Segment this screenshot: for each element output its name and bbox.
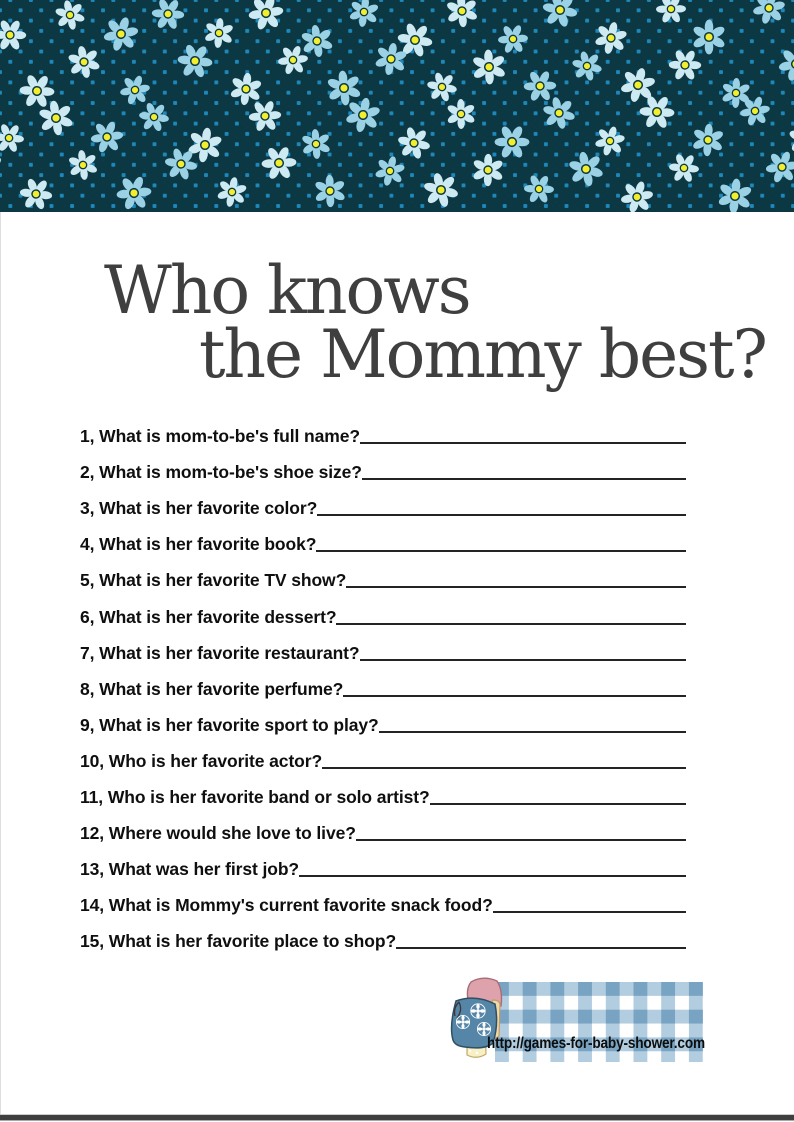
footer xyxy=(443,974,705,1066)
question-row xyxy=(80,854,686,890)
question-row xyxy=(80,782,686,818)
question-label: 4, What is her favorite book? xyxy=(80,534,317,555)
question-row xyxy=(80,926,686,962)
question-row xyxy=(80,710,686,746)
question-label: 6, What is her favorite dessert? xyxy=(80,606,337,627)
question-row xyxy=(80,638,686,674)
question-label: 15, What is her favorite place to shop? xyxy=(80,931,397,952)
answer-line xyxy=(346,586,686,588)
answer-line xyxy=(360,442,686,444)
answer-line xyxy=(343,695,686,697)
question-label: 7, What is her favorite restaurant? xyxy=(80,642,360,663)
page-left-edge xyxy=(0,212,1,1114)
question-row xyxy=(80,818,686,854)
question-row xyxy=(80,529,686,565)
answer-line xyxy=(316,550,686,552)
banner-pattern xyxy=(0,0,794,212)
answer-line xyxy=(336,623,686,625)
answer-line xyxy=(362,478,686,480)
question-label: 12, Where would she love to live? xyxy=(80,823,356,844)
question-row xyxy=(80,493,686,529)
question-label: 14, What is Mommy's current favorite snack food? xyxy=(80,895,493,916)
answer-line xyxy=(430,803,686,805)
question-row xyxy=(80,601,686,637)
answer-line xyxy=(493,911,686,913)
answer-line xyxy=(396,947,686,949)
page-bottom-edge xyxy=(0,1114,794,1122)
questions-list xyxy=(80,421,686,962)
question-label: 8, What is her favorite perfume? xyxy=(80,678,344,699)
question-row xyxy=(80,565,686,601)
question-label: 3, What is her favorite color? xyxy=(80,498,318,519)
answer-line xyxy=(356,839,686,841)
question-row xyxy=(80,457,686,493)
website-url: http://games-for-baby-shower.com xyxy=(487,1035,705,1052)
answer-line xyxy=(322,767,686,769)
question-row xyxy=(80,674,686,710)
question-row xyxy=(80,421,686,457)
answer-line xyxy=(360,659,687,661)
question-row xyxy=(80,746,686,782)
answer-line xyxy=(379,731,686,733)
answer-line xyxy=(317,514,686,516)
question-label: 1, What is mom-to-be's full name? xyxy=(80,426,360,447)
question-label: 5, What is her favorite TV show? xyxy=(80,570,347,591)
question-label: 2, What is mom-to-be's shoe size? xyxy=(80,462,362,483)
question-label: 9, What is her favorite sport to play? xyxy=(80,714,379,735)
page-title-line2: the Mommy best? xyxy=(199,316,766,393)
question-row xyxy=(80,890,686,926)
question-label: 11, Who is her favorite band or solo artist? xyxy=(80,787,430,808)
answer-line xyxy=(299,875,686,877)
question-label: 10, Who is her favorite actor? xyxy=(80,750,323,771)
question-label: 13, What was her first job? xyxy=(80,859,300,880)
page-title-line1: Who knows xyxy=(104,252,470,329)
